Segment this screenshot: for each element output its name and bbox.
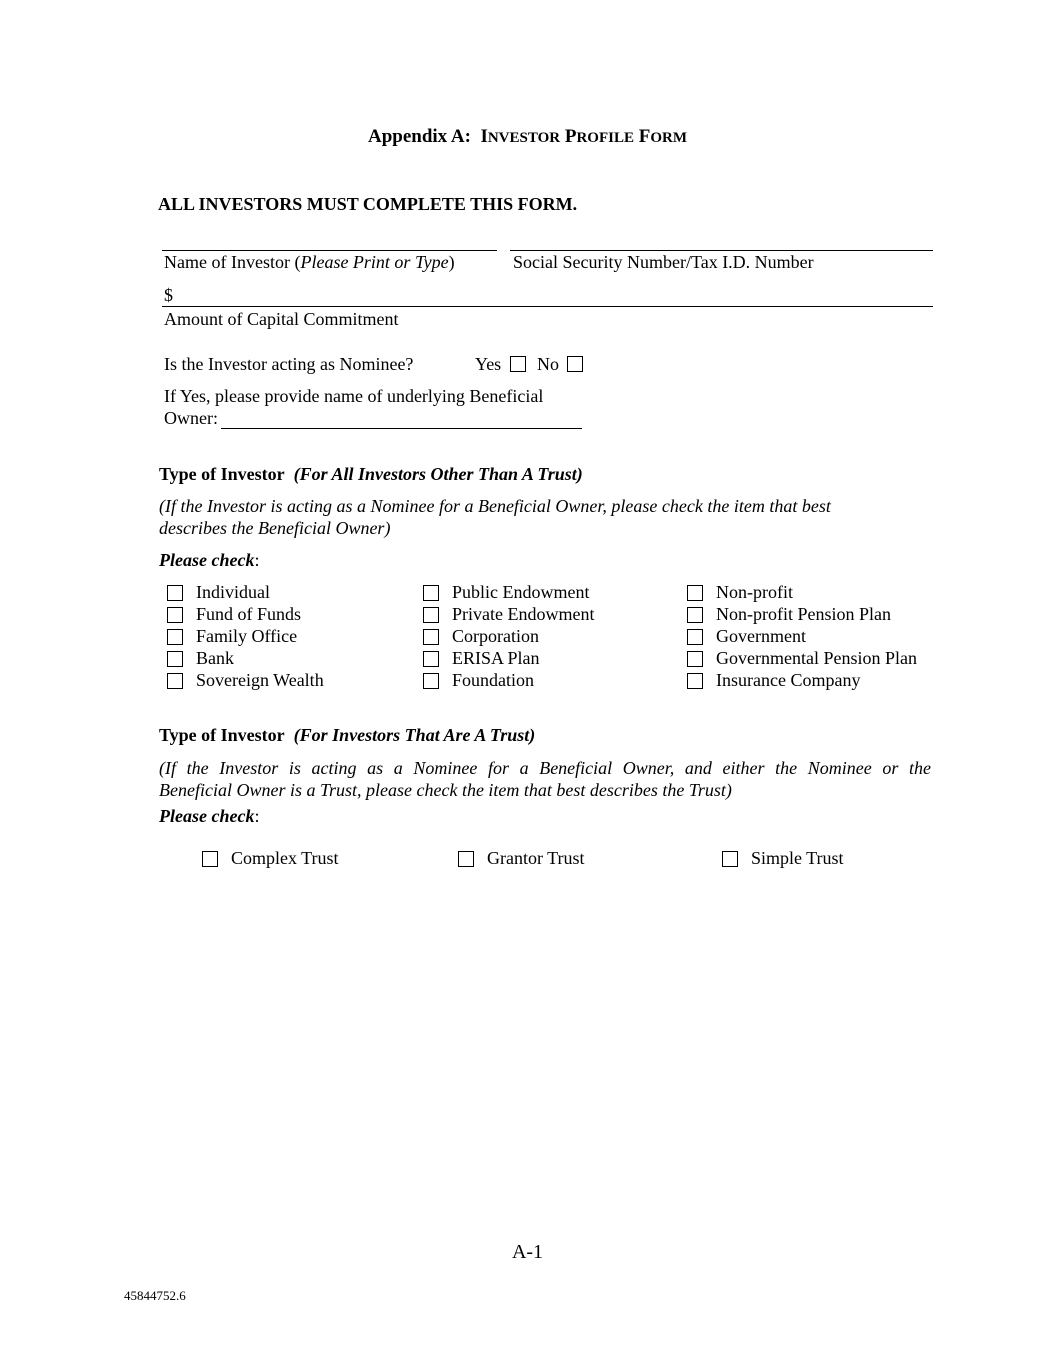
capital-commitment-field[interactable] bbox=[162, 306, 933, 307]
option-family-office[interactable]: Family Office bbox=[167, 626, 297, 648]
option-private-endowment[interactable]: Private Endowment bbox=[423, 604, 594, 626]
section2-please-check: Please check: bbox=[159, 806, 260, 826]
option-government[interactable]: Government bbox=[687, 626, 806, 648]
title-word-form: FORM bbox=[638, 126, 687, 147]
investor-name-label: Name of Investor (Please Print or Type) bbox=[164, 252, 455, 272]
checkbox[interactable] bbox=[167, 629, 183, 645]
dollar-sign: $ bbox=[164, 285, 173, 305]
capital-commitment-label: Amount of Capital Commitment bbox=[164, 309, 399, 329]
nominee-yes-label: Yes bbox=[475, 354, 502, 374]
title-word-profile: PROFILE bbox=[564, 126, 634, 147]
title-prefix: Appendix A: bbox=[367, 126, 471, 147]
section2-note-line1: (If the Investor is acting as a Nominee for a Beneficial Owner, and either the Nominee or the bbox=[159, 758, 931, 778]
document-number: 45844752.6 bbox=[124, 1288, 186, 1303]
checkbox[interactable] bbox=[722, 851, 738, 867]
nominee-no-label: No bbox=[537, 354, 559, 374]
checkbox[interactable] bbox=[687, 651, 703, 667]
form-title bbox=[0, 126, 1055, 149]
option-simple-trust[interactable]: Simple Trust bbox=[722, 848, 844, 870]
checkbox[interactable] bbox=[687, 585, 703, 601]
checkbox[interactable] bbox=[167, 651, 183, 667]
section2-note-line2: Beneficial Owner is a Trust, please check the item that best describes the Trust) bbox=[159, 780, 732, 800]
checkbox[interactable] bbox=[202, 851, 218, 867]
option-governmental-pension-plan[interactable]: Governmental Pension Plan bbox=[687, 648, 917, 670]
checkbox[interactable] bbox=[167, 607, 183, 623]
checkbox[interactable] bbox=[458, 851, 474, 867]
checkbox[interactable] bbox=[687, 629, 703, 645]
section1-note-line2: describes the Beneficial Owner) bbox=[159, 518, 391, 538]
checkbox[interactable] bbox=[687, 607, 703, 623]
checkbox[interactable] bbox=[167, 585, 183, 601]
checkbox[interactable] bbox=[687, 673, 703, 689]
beneficial-owner-label: Owner: bbox=[164, 408, 218, 428]
option-grantor-trust[interactable]: Grantor Trust bbox=[458, 848, 585, 870]
option-sovereign-wealth[interactable]: Sovereign Wealth bbox=[167, 670, 324, 692]
option-erisa-plan[interactable]: ERISA Plan bbox=[423, 648, 540, 670]
investor-name-field[interactable] bbox=[162, 250, 497, 251]
section1-note-line1: (If the Investor is acting as a Nominee for a Beneficial Owner, please check the item that best bbox=[159, 496, 831, 516]
option-corporation[interactable]: Corporation bbox=[423, 626, 539, 648]
title-word-investor: INVESTOR bbox=[480, 126, 561, 147]
ssn-label: Social Security Number/Tax I.D. Number bbox=[513, 252, 814, 272]
checkbox[interactable] bbox=[423, 585, 439, 601]
option-bank[interactable]: Bank bbox=[167, 648, 234, 670]
option-fund-of-funds[interactable]: Fund of Funds bbox=[167, 604, 301, 626]
option-foundation[interactable]: Foundation bbox=[423, 670, 534, 692]
checkbox[interactable] bbox=[423, 651, 439, 667]
option-individual[interactable]: Individual bbox=[167, 582, 270, 604]
option-insurance-company[interactable]: Insurance Company bbox=[687, 670, 860, 692]
section1-please-check: Please check: bbox=[159, 550, 260, 570]
checkbox[interactable] bbox=[423, 673, 439, 689]
nominee-question: Is the Investor acting as Nominee? bbox=[164, 354, 414, 374]
option-complex-trust[interactable]: Complex Trust bbox=[202, 848, 339, 870]
beneficial-owner-prompt: If Yes, please provide name of underlying Beneficial bbox=[164, 386, 544, 406]
section1-heading: Type of Investor (For All Investors Other Than A Trust) bbox=[159, 464, 583, 484]
beneficial-owner-field[interactable] bbox=[221, 428, 582, 429]
checkbox[interactable] bbox=[167, 673, 183, 689]
nominee-no-checkbox[interactable] bbox=[567, 356, 583, 372]
nominee-yes-checkbox[interactable] bbox=[510, 356, 526, 372]
page-number: A-1 bbox=[511, 1241, 544, 1263]
ssn-field[interactable] bbox=[510, 250, 933, 251]
instruction-heading: ALL INVESTORS MUST COMPLETE THIS FORM. bbox=[158, 194, 578, 214]
checkbox[interactable] bbox=[423, 629, 439, 645]
option-public-endowment[interactable]: Public Endowment bbox=[423, 582, 590, 604]
option-non-profit[interactable]: Non-profit bbox=[687, 582, 793, 604]
section2-heading: Type of Investor (For Investors That Are A Trust) bbox=[159, 725, 536, 745]
checkbox[interactable] bbox=[423, 607, 439, 623]
option-non-profit-pension-plan[interactable]: Non-profit Pension Plan bbox=[687, 604, 891, 626]
